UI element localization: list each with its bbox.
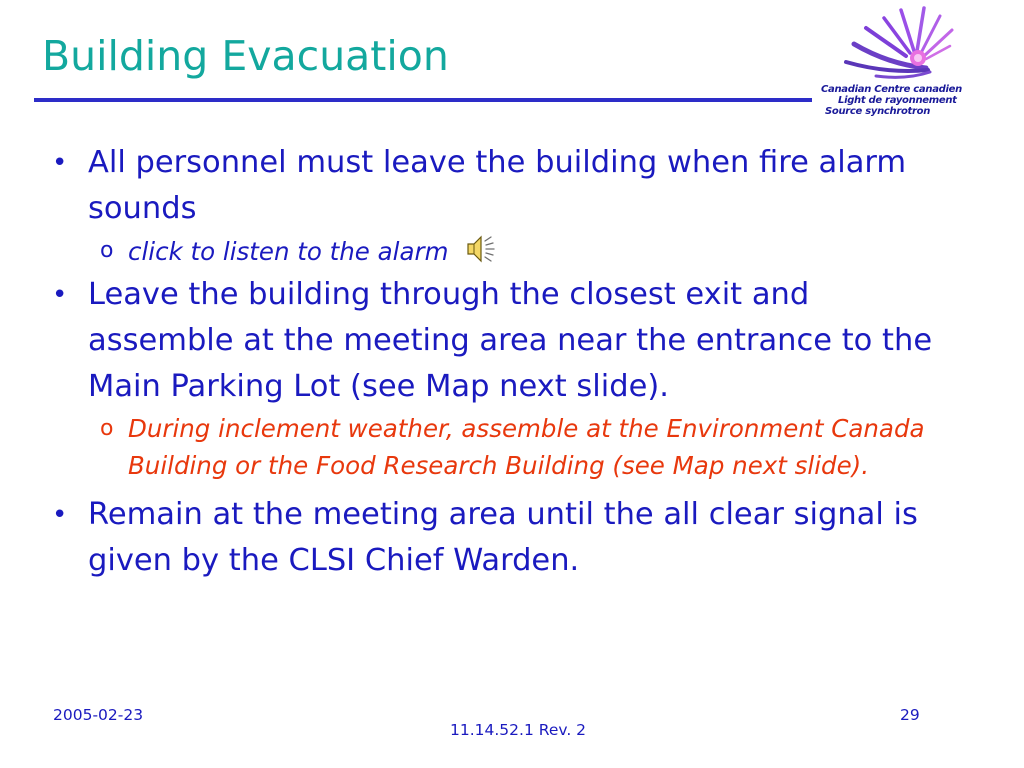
bullet-text: Leave the building through the closest exit and assemble at the meeting area near the entrance to the Main Parking Lot (see Map next slide). [88, 277, 933, 404]
footer-page-number: 29 [900, 706, 920, 724]
sub-bullet-text: During inclement weather, assemble at the Environment Canada Building or the Food Research Building (see Map next slide). [128, 414, 925, 480]
sub-bullet-marker: o [100, 238, 114, 263]
sub-bullet-item[interactable] [52, 232, 952, 270]
logo-wordmark [818, 84, 963, 117]
bullet-marker: • [52, 148, 68, 178]
sub-bullet-marker: o [100, 416, 114, 441]
bullet-item [52, 272, 952, 410]
logo-line: Source synchrotron [825, 106, 931, 117]
bullet-marker: • [52, 500, 68, 530]
bullet-text: All personnel must leave the building when fire alarm sounds [88, 145, 907, 226]
footer-date: 2005-02-23 [53, 706, 144, 724]
bullet-marker: • [52, 280, 68, 310]
logo-line: Light de rayonnement [838, 95, 957, 106]
footer-document-id: 11.14.52.1 Rev. 2 [450, 721, 587, 739]
bullet-item [52, 492, 952, 584]
sub-bullet-item [52, 410, 952, 484]
slide-title: Building Evacuation [42, 32, 449, 80]
alarm-link[interactable]: click to listen to the alarm [128, 237, 449, 266]
bullet-list [52, 140, 952, 584]
bullet-text: Remain at the meeting area until the all clear signal is given by the CLSI Chief Warden. [88, 497, 918, 578]
bullet-item [52, 140, 952, 232]
title-divider [34, 98, 812, 102]
speaker-icon[interactable] [464, 232, 498, 266]
logo-line: Canadian Centre canadien [821, 84, 962, 95]
